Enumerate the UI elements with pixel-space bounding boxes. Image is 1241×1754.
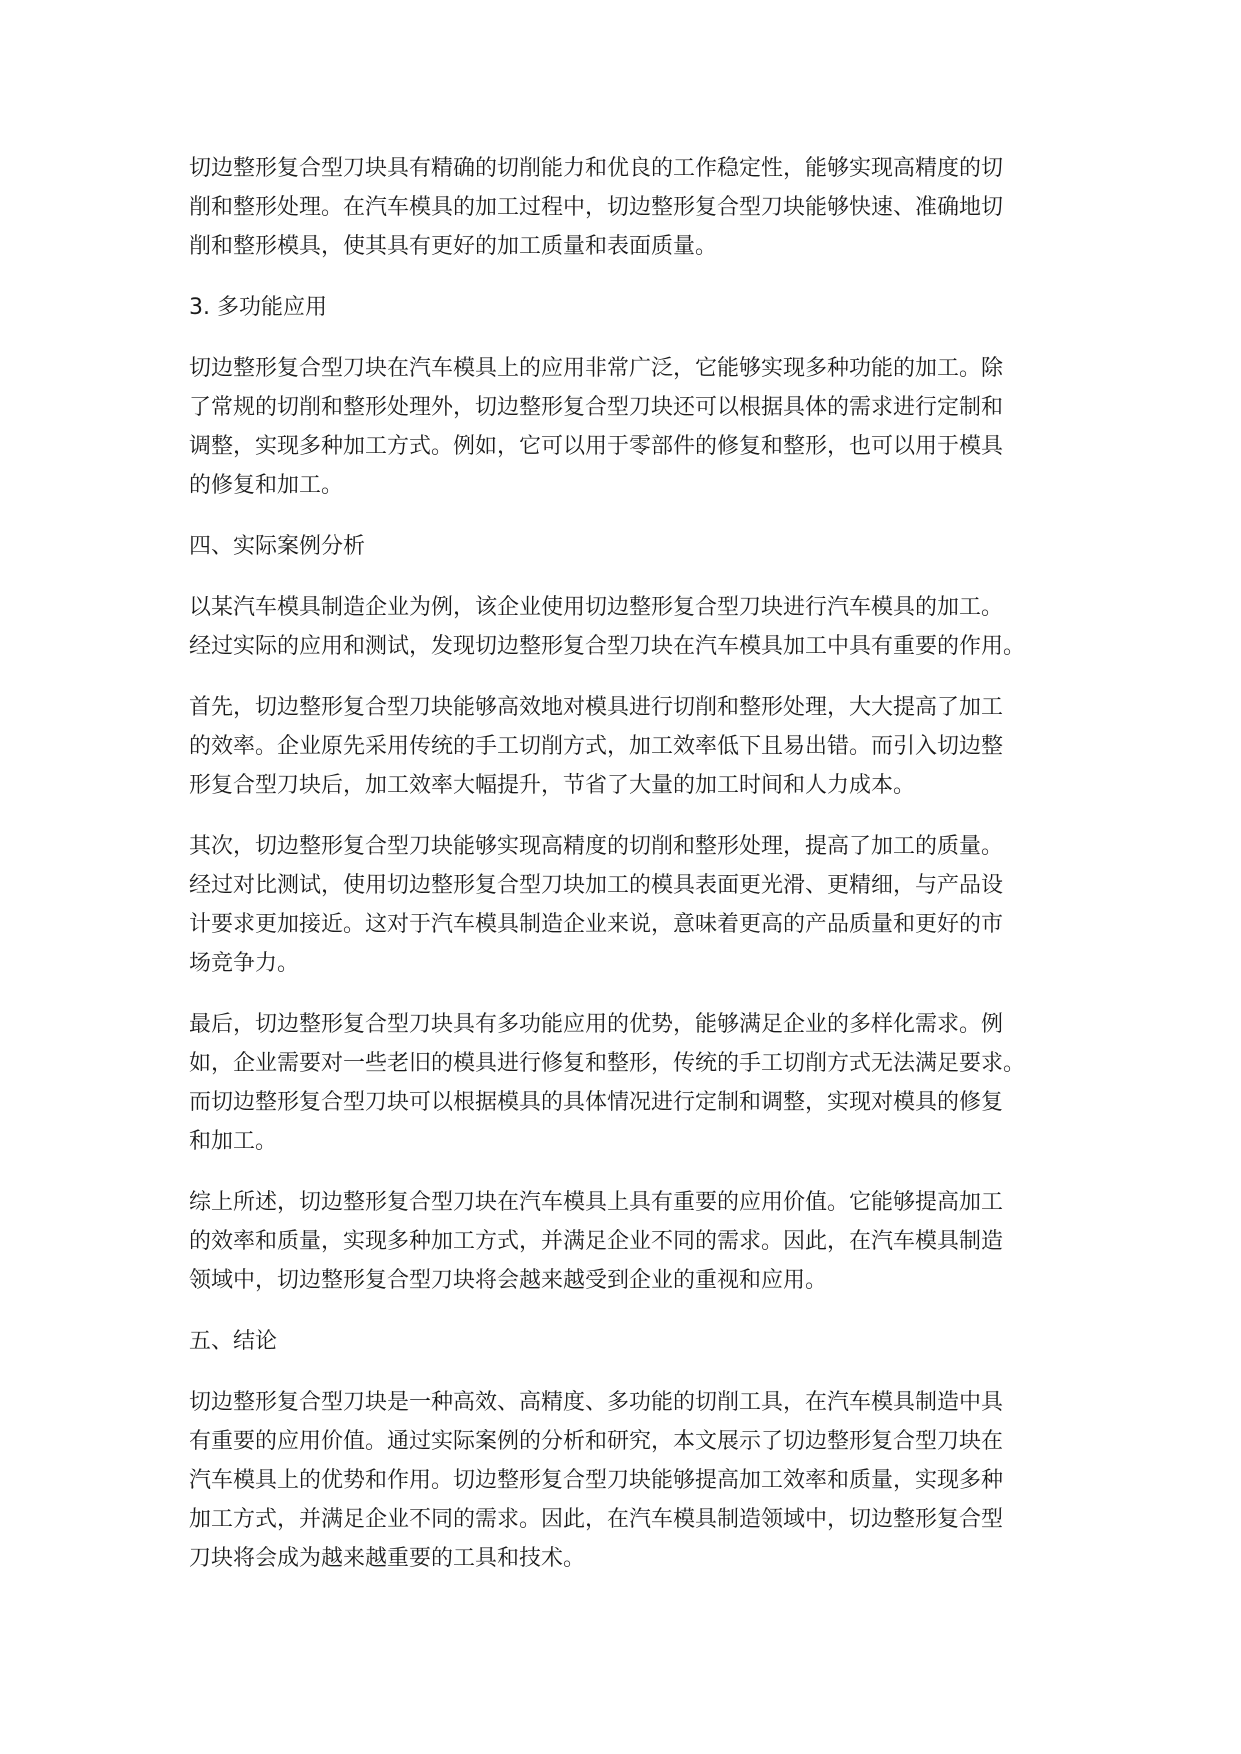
heading-text: 五、结论 xyxy=(189,1329,278,1354)
text-line: 调整，实现多种加工方式。例如，它可以用于零部件的修复和整形，也可以用于模具 xyxy=(189,434,1004,459)
text-line: 刀块将会成为越来越重要的工具和技术。 xyxy=(189,1546,586,1571)
paragraph-case-intro xyxy=(189,588,1109,666)
text-line: 经过实际的应用和测试，发现切边整形复合型刀块在汽车模具加工中具有重要的作用。 xyxy=(189,634,1026,659)
paragraph-summary xyxy=(189,1183,1109,1300)
text-line: 而切边整形复合型刀块可以根据模具的具体情况进行定制和调整，实现对模具的修复 xyxy=(189,1090,1004,1115)
heading-conclusion xyxy=(189,1322,1109,1361)
text-line: 的效率和质量，实现多种加工方式，并满足企业不同的需求。因此，在汽车模具制造 xyxy=(189,1229,1004,1254)
text-line: 削和整形处理。在汽车模具的加工过程中，切边整形复合型刀块能够快速、准确地切 xyxy=(189,195,1004,220)
paragraph-precision xyxy=(189,149,1109,266)
text-line: 汽车模具上的优势和作用。切边整形复合型刀块能够提高加工效率和质量，实现多种 xyxy=(189,1468,1004,1493)
text-line: 切边整形复合型刀块是一种高效、高精度、多功能的切削工具，在汽车模具制造中具 xyxy=(189,1390,1004,1415)
paragraph-conclusion xyxy=(189,1383,1109,1578)
text-line: 首先，切边整形复合型刀块能够高效地对模具进行切削和整形处理，大大提高了加工 xyxy=(189,695,1004,720)
text-line: 经过对比测试，使用切边整形复合型刀块加工的模具表面更光滑、更精细，与产品设 xyxy=(189,873,1004,898)
text-line: 和加工。 xyxy=(189,1129,278,1154)
text-line: 了常规的切削和整形处理外，切边整形复合型刀块还可以根据具体的需求进行定制和 xyxy=(189,395,1004,420)
paragraph-first xyxy=(189,688,1109,805)
paragraph-second xyxy=(189,827,1109,983)
heading-text: 四、实际案例分析 xyxy=(189,534,366,559)
paragraph-multifunction xyxy=(189,349,1109,505)
text-line: 切边整形复合型刀块具有精确的切削能力和优良的工作稳定性，能够实现高精度的切 xyxy=(189,156,1004,181)
text-line: 切边整形复合型刀块在汽车模具上的应用非常广泛，它能够实现多种功能的加工。除 xyxy=(189,356,1004,381)
text-line: 的效率。企业原先采用传统的手工切削方式，加工效率低下且易出错。而引入切边整 xyxy=(189,734,1004,759)
heading-text: 3. 多功能应用 xyxy=(189,295,327,320)
text-line: 形复合型刀块后，加工效率大幅提升，节省了大量的加工时间和人力成本。 xyxy=(189,773,916,798)
heading-case-study xyxy=(189,527,1109,566)
text-line: 的修复和加工。 xyxy=(189,473,344,498)
document-body xyxy=(189,149,1109,1600)
text-line: 以某汽车模具制造企业为例，该企业使用切边整形复合型刀块进行汽车模具的加工。 xyxy=(189,595,1004,620)
text-line: 综上所述，切边整形复合型刀块在汽车模具上具有重要的应用价值。它能够提高加工 xyxy=(189,1190,1004,1215)
text-line: 领域中，切边整形复合型刀块将会越来越受到企业的重视和应用。 xyxy=(189,1268,828,1293)
heading-multifunction xyxy=(189,288,1109,327)
text-line: 计要求更加接近。这对于汽车模具制造企业来说，意味着更高的产品质量和更好的市 xyxy=(189,912,1004,937)
text-line: 其次，切边整形复合型刀块能够实现高精度的切削和整形处理，提高了加工的质量。 xyxy=(189,834,1004,859)
text-line: 加工方式，并满足企业不同的需求。因此，在汽车模具制造领域中，切边整形复合型 xyxy=(189,1507,1004,1532)
text-line: 如，企业需要对一些老旧的模具进行修复和整形，传统的手工切削方式无法满足要求。 xyxy=(189,1051,1026,1076)
text-line: 最后，切边整形复合型刀块具有多功能应用的优势，能够满足企业的多样化需求。例 xyxy=(189,1012,1004,1037)
text-line: 场竞争力。 xyxy=(189,951,300,976)
text-line: 有重要的应用价值。通过实际案例的分析和研究，本文展示了切边整形复合型刀块在 xyxy=(189,1429,1004,1454)
text-line: 削和整形模具，使其具有更好的加工质量和表面质量。 xyxy=(189,234,718,259)
paragraph-finally xyxy=(189,1005,1109,1161)
